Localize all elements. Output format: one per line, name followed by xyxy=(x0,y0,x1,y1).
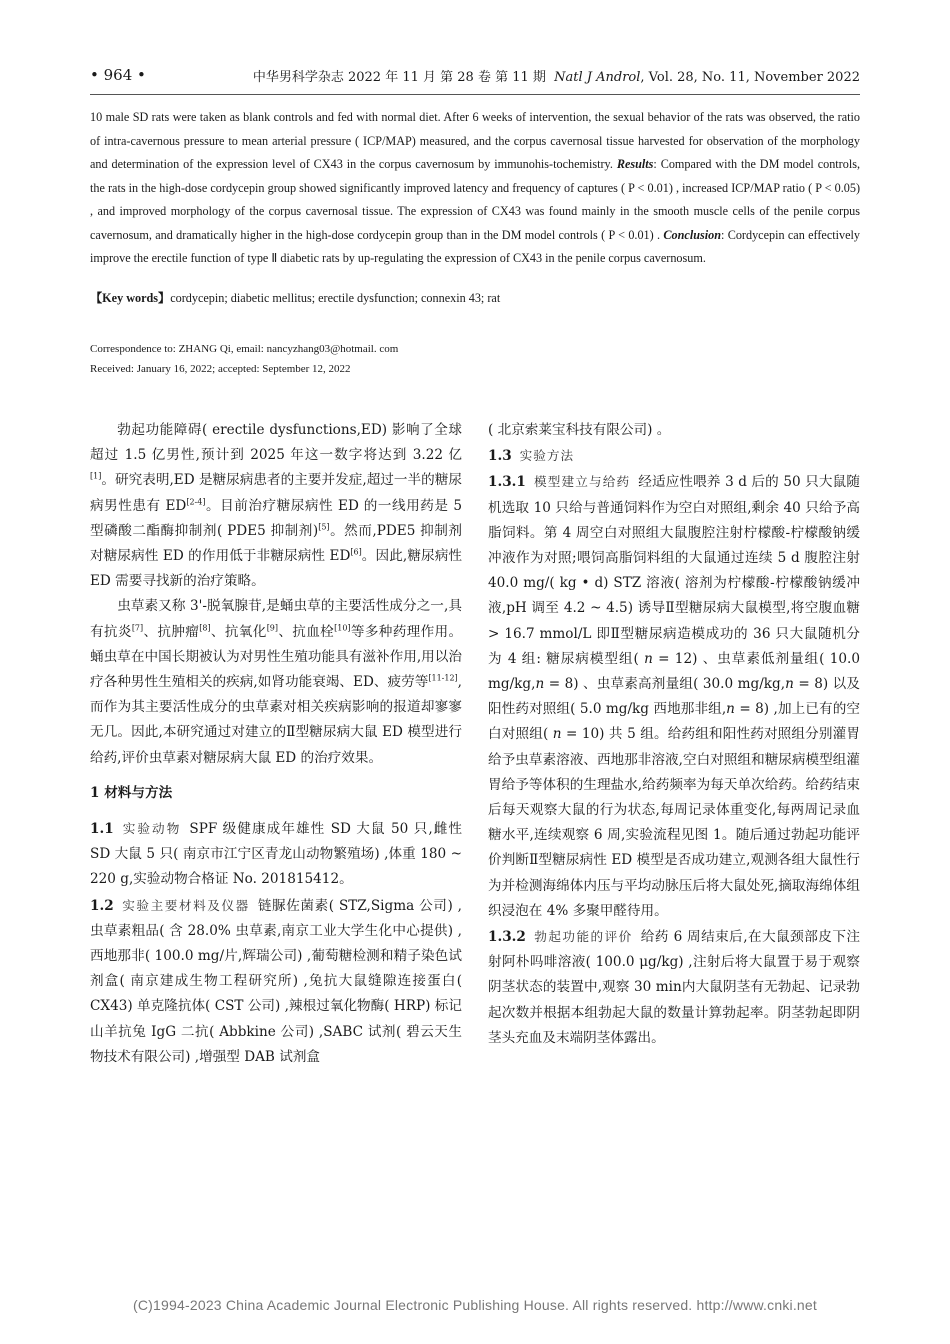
text-run: 等多种药理作用。蛹虫草在中国长期被认为对男性生殖功能具有滋补作用,用以治疗各种男性生殖相关的疾病,如肾功能衰竭、ED、疲劳等 xyxy=(90,623,463,691)
abstract-conclusion: : Cordycepin can effectively improve the erectile function of type Ⅱ diabetic rats by up-regulating the expression of CX43 in the penile corpus cavernosum. xyxy=(90,227,860,265)
citation-ref: [9] xyxy=(266,623,279,633)
journal-citation xyxy=(253,66,860,85)
text-run: = 10) 共 5 组。给药组和阳性药对照组分别灌胃给予虫草素溶液、西地那非溶液,空白对照组和糖尿病模型组灌胃给予等体积的生理盐水,给药频率为每天单次给药。给药结束后每天观察大鼠的行为状态,每周记录体重变化,每两周记录血糖水平,连续观察 6 周,实验流程见图 1。随后通过勃起功能评价判断Ⅱ型糖尿病性 ED 模型是否成功建立,观测各组大鼠性行为并检测海绵体内压与平均动脉压后将大鼠处死,摘取海绵体组织浸泡在 4% 多聚甲醛待用。 xyxy=(488,726,860,919)
text-run: 、抗肿瘤 xyxy=(143,623,200,640)
text-run: = 8) 以及阳性药对照组( 5.0 mg/kg 西地那非组, xyxy=(488,676,861,718)
intro-paragraph-2 xyxy=(90,594,462,770)
section-1-3-2 xyxy=(488,924,860,1051)
correspondence-line: Correspondence to: ZHANG Qi, email: nancyzhang03@hotmail. com xyxy=(90,343,399,355)
keywords-text: cordycepin; diabetic mellitus; erectile dysfunction; connexin 43; rat xyxy=(170,291,501,305)
text-run: = 12) 、虫草素低剂量组( 10.0 mg/kg, xyxy=(488,650,860,693)
intro-paragraph-1 xyxy=(90,418,462,594)
n-symbol: n xyxy=(535,676,545,693)
continued-text: ( 北京索莱宝科技有限公司) 。 xyxy=(488,422,671,438)
citation-ref: [6] xyxy=(350,547,362,557)
n-symbol: n xyxy=(552,726,562,743)
subsection-title: 勃起功能的评价 xyxy=(533,929,633,945)
n-symbol: n xyxy=(785,676,794,693)
section-1-1 xyxy=(90,816,462,893)
subsection-title: 模型建立与给药 xyxy=(533,474,631,490)
text-run: 链脲佐菌素( STZ,Sigma 公司) ,虫草素粗品( 含 28.0% 虫草素,南京工业大学生化中心提供) ,西地那非( 100.0 mg/片,辉瑞公司) ,葡萄糖检测和精子染色试剂盒( 南京建成生物工程研究所) ,兔抗大鼠缝隙连接蛋白( CX43) 单克隆抗体( CST 公司) ,辣根过氧化物酶( HRP) 标记山羊抗兔 IgG 二抗( Abbkine 公司) ,SABC 试剂( 碧云天生物技术有限公司) ,增强型 DAB 试剂盒 xyxy=(90,897,462,1065)
keywords-label: 【Key words】 xyxy=(90,291,171,305)
subsection-title: 实验动物 xyxy=(121,821,182,837)
text-run: 、抗氧化 xyxy=(210,623,267,640)
n-symbol: n xyxy=(644,650,653,667)
abstract-methods: 10 male SD rats were taken as blank controls and fed with normal diet. After 6 weeks of intervention, the sexual behavior of the rats was observed, the ratio of intra-cavernous pressure to mean arterial pressure ( ICP/MAP) measured, and the corpus cavernosal tissue harvested for observation of the morphology and determination of the expression level of CX43 in the corpus cavernosum by immunohis-tochemistry. xyxy=(90,110,860,171)
journal-en-abbrev: Natl J Androl xyxy=(554,70,641,85)
abstract-results: : Compared with the DM model controls, the rats in the high-dose cordycepin group showed significantly improved latency and frequency of captures ( P < 0.01) , increased ICP/MAP ratio ( P < 0.05) , and improved morphology of the corpus cavernosal tissue. The expression of CX43 was found mainly in the smooth muscle cells of the penile corpus cavernosum, and dramatically higher in the high-dose cordycepin group than in the DM model controls ( P < 0.01) . xyxy=(90,157,861,242)
section-heading-1: 1 材料与方法 xyxy=(90,784,173,801)
text-run: SPF 级健康成年雄性 SD 大鼠 50 只,雌性 SD 大鼠 5 只( 南京市江宁区青龙山动物繁殖场) ,体重 180 ~ 220 g,实验动物合格证 No. 201815412。 xyxy=(90,821,463,888)
subsection-title: 实验方法 xyxy=(519,448,575,464)
section-1-3-1 xyxy=(488,469,860,924)
text-run: 勃起功能障碍( erectile dysfunctions,ED) 影响了全球超过 1.5 亿男性,预计到 2025 年这一数字将达到 3.22 亿 xyxy=(90,422,462,464)
citation-ref: [2-4] xyxy=(186,497,206,507)
subsection-number: 1.1 xyxy=(90,821,114,838)
text-run: ,而作为其主要活性成分的虫草素对相关疾病影响的报道却寥寥无几。因此,本研究通过对建立的Ⅱ型糖尿病大鼠 ED 模型进行给药,评价虫草素对糖尿病大鼠 ED 的治疗效果。 xyxy=(90,674,462,766)
journal-en-volume: , Vol. 28, No. 11, November 2022 xyxy=(640,70,860,85)
text-run: 、抗血栓 xyxy=(278,623,335,640)
copyright-footer: (C)1994-2023 China Academic Journal Electronic Publishing House. All rights reserved. http://www.cnki.net xyxy=(133,1297,817,1313)
left-column xyxy=(90,418,462,1070)
text-run: 给药 6 周结束后,在大鼠颈部皮下注射阿朴吗啡溶液( 100.0 μg/kg) ,注射后将大鼠置于易于观察阴茎状态的装置中,观察 30 min内大鼠阴茎有无勃起、记录勃起次数并根据本组勃起大鼠的数量计算勃起率。阴茎勃起即阴茎头充血及末端阴茎体露出。 xyxy=(488,929,860,1046)
results-label: Results xyxy=(616,157,654,171)
keywords xyxy=(90,289,860,306)
text-run: 。因此,糖尿病性 ED 需要寻找新的治疗策略。 xyxy=(90,548,462,590)
text-run: 。研究表明,ED 是糖尿病患者的主要并发症,超过一半的糖尿病男性患有 ED xyxy=(90,472,462,514)
correspondence-block xyxy=(90,339,860,379)
n-symbol: n xyxy=(726,701,735,718)
running-header xyxy=(90,64,860,95)
subsection-number: 1.2 xyxy=(90,897,114,914)
abstract-text xyxy=(90,106,860,271)
subsection-number: 1.3 xyxy=(488,448,512,465)
text-run: 虫草素又称 3'-脱氧腺苷,是蛹虫草的主要活性成分之一,具有抗炎 xyxy=(90,598,462,640)
citation-ref: [1] xyxy=(90,471,102,481)
received-line: Received: January 16, 2022; accepted: September 12, 2022 xyxy=(90,363,351,375)
subsection-title: 实验主要材料及仪器 xyxy=(121,897,250,913)
right-column xyxy=(488,418,860,1051)
text-run: = 8) ,加上已有的空白对照组( xyxy=(488,701,860,743)
page-number: • 964 • xyxy=(90,66,146,84)
subsection-number: 1.3.2 xyxy=(488,929,526,946)
citation-ref: [7] xyxy=(131,623,144,633)
text-run: = 8) 、虫草素高剂量组( 30.0 mg/kg, xyxy=(544,676,786,693)
text-run: 经适应性喂养 3 d 后的 50 只大鼠随机选取 10 只给与普通饲料作为空白对照组,剩余 40 只给予高脂饲料。第 4 周空白对照组大鼠腹腔注射柠檬酸-柠檬酸钠缓冲液作为对照;喂饲高脂饲料组的大鼠通过连续 5 d 腹腔注射 40.0 mg/( kg • d) STZ 溶液( 溶剂为柠檬酸-柠檬酸钠缓冲液,pH 调至 4.2 ~ 4.5) 诱导Ⅱ型糖尿病大鼠模型,将空腹血糖 > 16.7 mmol/L 即Ⅱ型糖尿病造模成功的 36 只大鼠随机分为 4 组: 糖尿病模型组( xyxy=(488,474,860,667)
conclusion-label: Conclusion xyxy=(663,227,721,242)
subsection-number: 1.3.1 xyxy=(488,474,526,491)
section-1-2 xyxy=(90,893,462,1070)
text-run: 。目前治疗糖尿病性 ED 的一线用药是 5 型磷酸二酯酶抑制剂( PDE5 抑制剂) xyxy=(90,497,462,539)
journal-cn: 中华男科学杂志 2022 年 11 月 第 28 卷 第 11 期 xyxy=(252,70,546,85)
citation-ref: [8] xyxy=(199,623,211,633)
text-run: 。然而,PDE5 抑制剂对糖尿病性 ED 的作用低于非糖尿病性 ED xyxy=(90,522,462,565)
section-1-3 xyxy=(488,443,860,469)
citation-ref: [5] xyxy=(318,522,330,532)
citation-ref: [10] xyxy=(334,623,351,633)
citation-ref: [11-12] xyxy=(428,673,458,683)
